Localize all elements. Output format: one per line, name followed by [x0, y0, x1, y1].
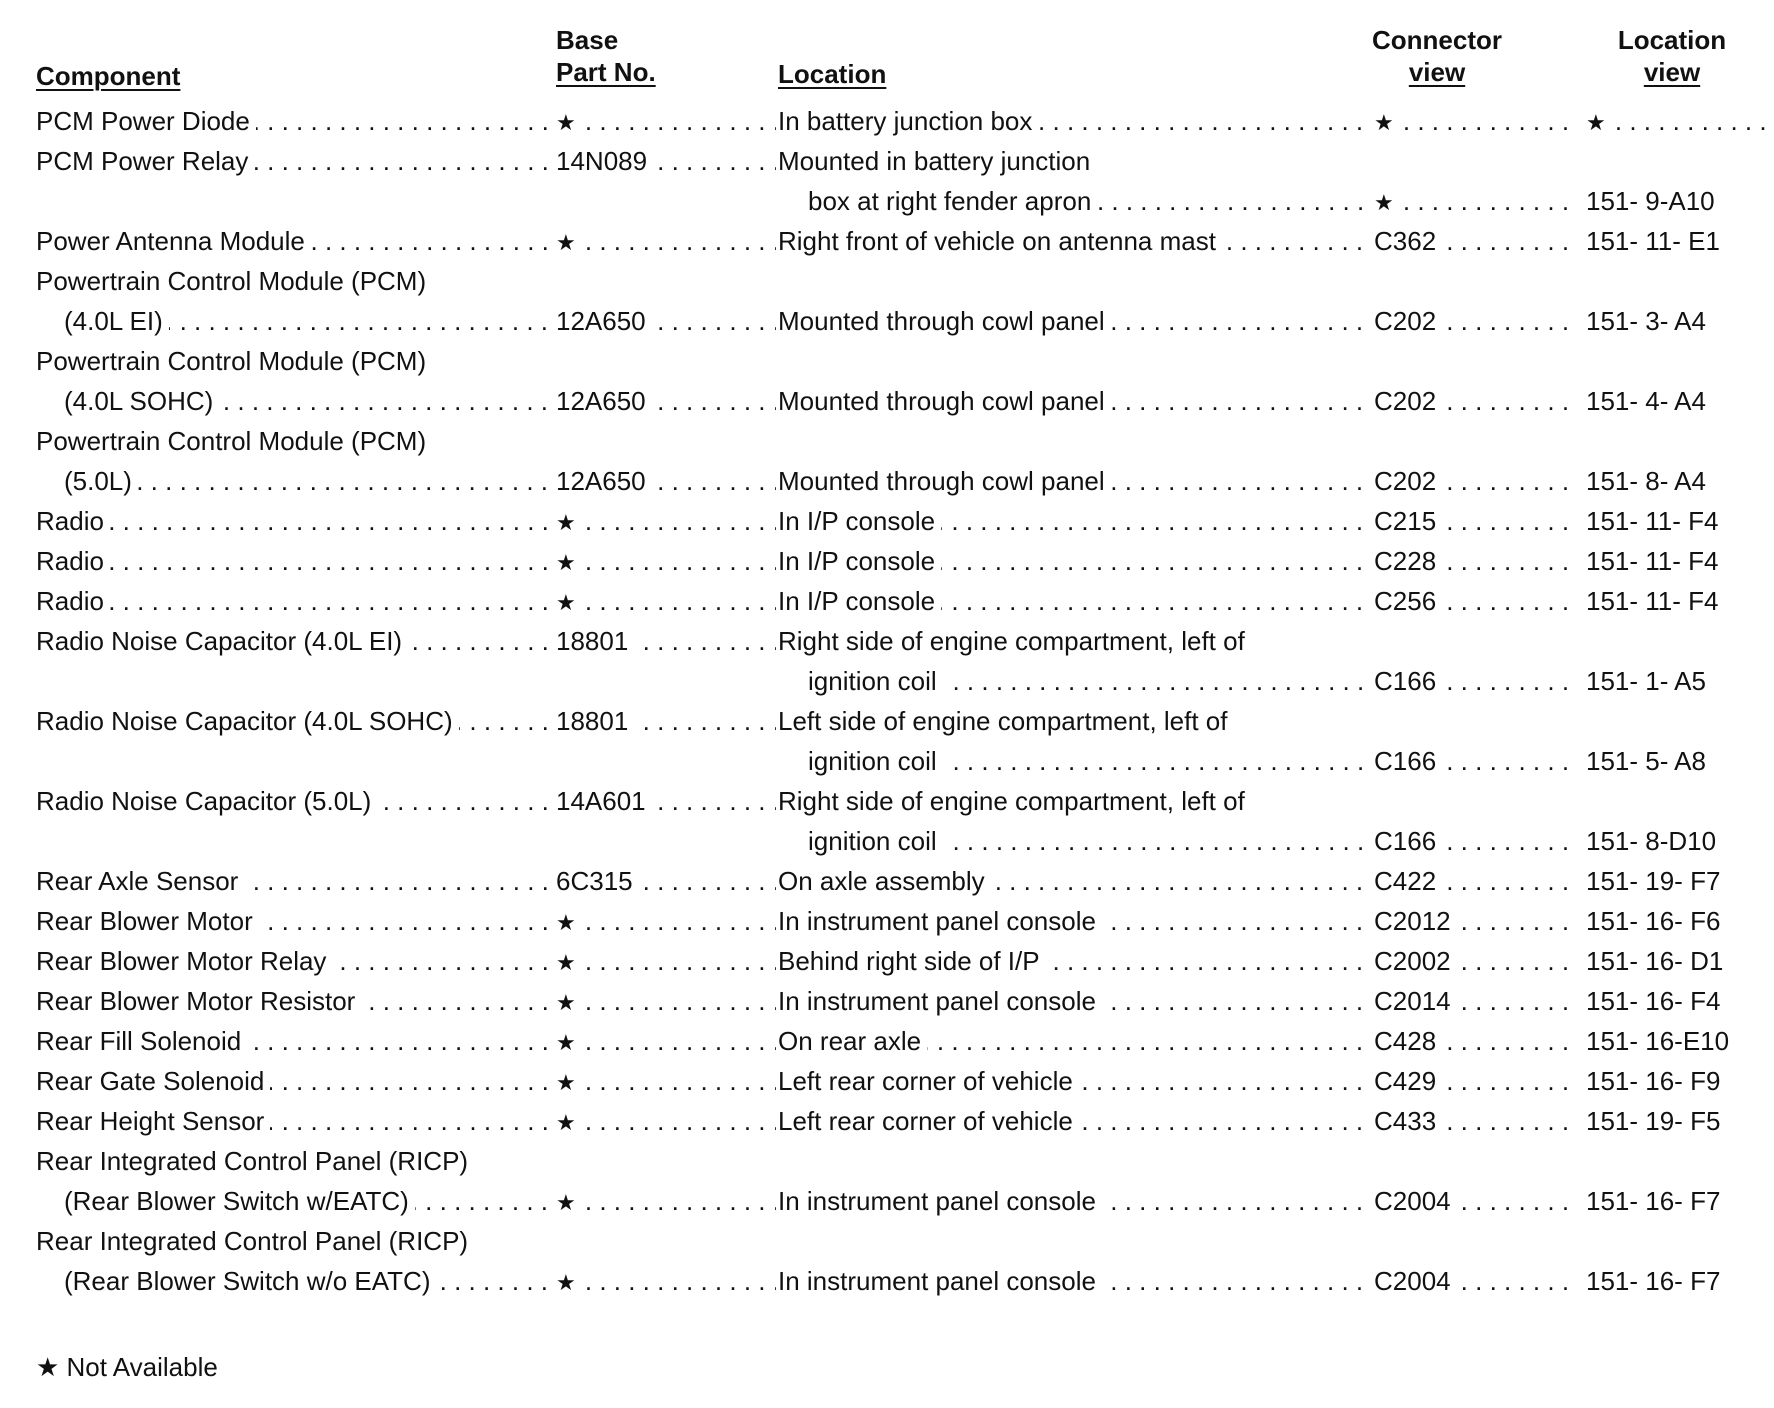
cell-location: [778, 541, 1362, 581]
cell-base-part-text: ★: [556, 1030, 582, 1055]
cell-location-view: [1586, 1101, 1766, 1141]
cell-component-text: Radio Noise Capacitor (4.0L SOHC): [36, 706, 459, 736]
cell-location-view: [1586, 901, 1766, 941]
cell-component: [36, 1101, 550, 1141]
cell-location-view: [1586, 941, 1766, 981]
cell-base-part-text: ★: [556, 590, 582, 615]
cell-location-text: In battery junction box: [778, 106, 1038, 136]
cell-base-part: [556, 141, 776, 181]
cell-connector-view: [1374, 181, 1570, 221]
table-row: [0, 901, 1774, 941]
cell-location: [778, 701, 1362, 741]
table-row: [0, 981, 1774, 1021]
cell-location-text: Mounted in battery junction: [778, 146, 1096, 176]
table-row: [0, 1021, 1774, 1061]
cell-base-part-text: ★: [556, 510, 582, 535]
table-row: [0, 181, 1774, 221]
cell-connector-view-text: C256: [1374, 586, 1442, 616]
cell-base-part-text: 12A650: [556, 466, 652, 496]
cell-component-text: Powertrain Control Module (PCM): [36, 266, 432, 296]
cell-location-text: Left rear corner of vehicle: [778, 1106, 1079, 1136]
cell-location-view: [1586, 461, 1766, 501]
cell-location-text: Behind right side of I/P: [778, 946, 1046, 976]
cell-location: [778, 301, 1362, 341]
cell-location-view-text: 151- 11- F4: [1586, 586, 1724, 616]
cell-component: [36, 901, 550, 941]
cell-base-part: [556, 1101, 776, 1141]
cell-location-view-text: 151- 16- F4: [1586, 986, 1726, 1016]
table-row: [0, 1101, 1774, 1141]
cell-location: [808, 741, 1362, 781]
cell-connector-view-text: C2012: [1374, 906, 1457, 936]
cell-base-part-text: 6C315: [556, 866, 639, 896]
cell-connector-view: [1374, 461, 1570, 501]
cell-connector-view-text: C202: [1374, 466, 1442, 496]
cell-component: [36, 981, 550, 1021]
cell-location: [778, 861, 1362, 901]
cell-component-text: PCM Power Relay: [36, 146, 254, 176]
cell-location-view: [1586, 1061, 1766, 1101]
header-component: [36, 60, 180, 92]
cell-base-part: [556, 781, 776, 821]
cell-base-part-text: ★: [556, 550, 582, 575]
cell-location-view-text: 151- 16- F7: [1586, 1266, 1726, 1296]
cell-location-text: ignition coil: [808, 826, 943, 856]
cell-location-text: Mounted through cowl panel: [778, 306, 1111, 336]
cell-base-part-text: 12A650: [556, 306, 652, 336]
cell-location-view-text: 151- 5- A8: [1586, 746, 1712, 776]
table-row: [0, 461, 1774, 501]
cell-location-view-text: 151- 11- E1: [1586, 226, 1726, 256]
cell-location-view: [1586, 181, 1766, 221]
table-row: [0, 581, 1774, 621]
table-row: [0, 741, 1774, 781]
cell-connector-view-text: C166: [1374, 826, 1442, 856]
table-row: [0, 141, 1774, 181]
cell-connector-view: [1374, 821, 1570, 861]
cell-connector-view: [1374, 1061, 1570, 1101]
cell-component-text: Rear Blower Motor Relay: [36, 946, 332, 976]
cell-component-text: Power Antenna Module: [36, 226, 311, 256]
cell-connector-view: [1374, 1261, 1570, 1301]
cell-location-view-text: 151- 16- F9: [1586, 1066, 1726, 1096]
cell-connector-view-text: C2004: [1374, 1186, 1457, 1216]
cell-component: [36, 1021, 550, 1061]
table-row: [0, 821, 1774, 861]
cell-location-text: In instrument panel console: [778, 906, 1102, 936]
cell-base-part: [556, 501, 776, 541]
cell-location-view-text: 151- 19- F7: [1586, 866, 1726, 896]
cell-component-text: Rear Blower Motor Resistor: [36, 986, 361, 1016]
cell-component: [36, 221, 550, 261]
cell-component-text: Rear Axle Sensor: [36, 866, 244, 896]
cell-location-view: [1586, 741, 1766, 781]
cell-location-text: ignition coil: [808, 666, 943, 696]
cell-component: [36, 941, 550, 981]
cell-base-part: [556, 861, 776, 901]
cell-location-text: box at right fender apron: [808, 186, 1097, 216]
cell-component-text: Radio Noise Capacitor (4.0L EI): [36, 626, 408, 656]
table-row: [0, 1221, 1774, 1261]
cell-connector-view-text: C215: [1374, 506, 1442, 536]
cell-connector-view: [1374, 541, 1570, 581]
cell-component: [36, 701, 550, 741]
cell-location-text: In instrument panel console: [778, 1186, 1102, 1216]
cell-location: [778, 1021, 1362, 1061]
cell-connector-view: [1374, 501, 1570, 541]
table-row: [0, 1261, 1774, 1301]
table-row: [0, 1061, 1774, 1101]
cell-location-view-text: 151- 16- F6: [1586, 906, 1726, 936]
cell-component-text: Powertrain Control Module (PCM): [36, 426, 432, 456]
cell-base-part: [556, 301, 776, 341]
cell-location-view: [1586, 1261, 1766, 1301]
footnote: ★ Not Available: [36, 1352, 218, 1382]
table-row: [0, 621, 1774, 661]
cell-component: [36, 861, 550, 901]
cell-location-text: Left side of engine compartment, left of: [778, 706, 1233, 736]
cell-component: [36, 1221, 550, 1261]
cell-base-part-text: 12A650: [556, 386, 652, 416]
cell-location: [778, 141, 1362, 181]
cell-connector-view: [1374, 981, 1570, 1021]
table-row: [0, 661, 1774, 701]
cell-component-text: Rear Blower Motor: [36, 906, 259, 936]
table-row: [0, 301, 1774, 341]
cell-component-text: Rear Gate Solenoid: [36, 1066, 270, 1096]
cell-location-view: [1586, 861, 1766, 901]
cell-base-part: [556, 541, 776, 581]
cell-connector-view: [1374, 901, 1570, 941]
cell-component-text: Rear Fill Solenoid: [36, 1026, 247, 1056]
cell-component: [36, 501, 550, 541]
cell-base-part-text: ★: [556, 110, 582, 135]
cell-location-text: Left rear corner of vehicle: [778, 1066, 1079, 1096]
cell-component-text: Rear Height Sensor: [36, 1106, 270, 1136]
header-connector-view: [1362, 24, 1512, 88]
cell-location-text: ignition coil: [808, 746, 943, 776]
cell-component-text: PCM Power Diode: [36, 106, 256, 136]
cell-connector-view: [1374, 381, 1570, 421]
header-location-view: [1602, 24, 1742, 88]
cell-component: [36, 1141, 550, 1181]
cell-location-view: [1586, 981, 1766, 1021]
cell-component-text: (Rear Blower Switch w/o EATC): [64, 1266, 437, 1296]
cell-location-view-text: 151- 19- F5: [1586, 1106, 1726, 1136]
cell-location-view-text: 151- 8-D10: [1586, 826, 1722, 856]
cell-location-view-text: 151- 8- A4: [1586, 466, 1712, 496]
cell-component-text: Rear Integrated Control Panel (RICP): [36, 1226, 474, 1256]
cell-connector-view: [1374, 861, 1570, 901]
cell-location-view-text: 151- 9-A10: [1586, 186, 1721, 216]
cell-location: [778, 1061, 1362, 1101]
cell-base-part-text: ★: [556, 990, 582, 1015]
table-row: [0, 221, 1774, 261]
table-row: [0, 421, 1774, 461]
cell-connector-view-text: C2014: [1374, 986, 1457, 1016]
cell-location-view-text: 151- 16-E10: [1586, 1026, 1735, 1056]
table-row: [0, 101, 1774, 141]
header-component-label: Component: [36, 61, 181, 91]
cell-location-text: In I/P console: [778, 586, 941, 616]
table-row: [0, 261, 1774, 301]
header-connector-line1: Connector: [1372, 25, 1502, 55]
cell-location: [778, 1181, 1362, 1221]
cell-location-view: [1586, 581, 1766, 621]
cell-connector-view-text: C202: [1374, 306, 1442, 336]
cell-location: [778, 981, 1362, 1021]
cell-base-part: [556, 981, 776, 1021]
cell-component-text: Rear Integrated Control Panel (RICP): [36, 1146, 474, 1176]
cell-location: [778, 1261, 1362, 1301]
cell-component: [64, 461, 550, 501]
header-locview-line1: Location: [1617, 25, 1727, 55]
cell-location-text: In I/P console: [778, 506, 941, 536]
cell-connector-view-text: ★: [1374, 110, 1400, 135]
cell-base-part: [556, 101, 776, 141]
cell-location-view-text: 151- 11- F4: [1586, 506, 1724, 536]
cell-location: [778, 221, 1362, 261]
cell-component: [36, 101, 550, 141]
cell-location: [778, 1101, 1362, 1141]
cell-component: [36, 1061, 550, 1101]
cell-base-part-text: 18801: [556, 626, 634, 656]
cell-connector-view-text: C2004: [1374, 1266, 1457, 1296]
cell-base-part: [556, 1061, 776, 1101]
cell-connector-view-text: C433: [1374, 1106, 1442, 1136]
header-locview-line2: view: [1643, 57, 1701, 87]
cell-connector-view: [1374, 221, 1570, 261]
cell-location-text: Right front of vehicle on antenna mast: [778, 226, 1222, 256]
cell-component: [36, 781, 550, 821]
header-location: [778, 58, 886, 90]
cell-component: [36, 581, 550, 621]
cell-base-part-text: ★: [556, 950, 582, 975]
cell-location: [808, 821, 1362, 861]
cell-component-text: Radio: [36, 586, 110, 616]
cell-location: [778, 381, 1362, 421]
cell-component: [36, 341, 550, 381]
cell-component-text: Radio Noise Capacitor (5.0L): [36, 786, 377, 816]
cell-location-view: [1586, 301, 1766, 341]
cell-base-part-text: 14A601: [556, 786, 652, 816]
cell-component: [36, 141, 550, 181]
cell-base-part-text: 18801: [556, 706, 634, 736]
cell-component-text: (5.0L): [64, 466, 138, 496]
cell-location-view: [1586, 821, 1766, 861]
cell-connector-view-text: C422: [1374, 866, 1442, 896]
cell-base-part-text: ★: [556, 1270, 582, 1295]
cell-location-view: [1586, 221, 1766, 261]
cell-connector-view-text: C2002: [1374, 946, 1457, 976]
cell-location: [808, 181, 1362, 221]
cell-base-part-text: ★: [556, 1190, 582, 1215]
cell-connector-view: [1374, 661, 1570, 701]
cell-component: [64, 1181, 550, 1221]
cell-location-text: In instrument panel console: [778, 986, 1102, 1016]
cell-component: [36, 261, 550, 301]
cell-location: [778, 461, 1362, 501]
cell-location-view: [1586, 381, 1766, 421]
cell-connector-view: [1374, 1101, 1570, 1141]
cell-base-part: [556, 941, 776, 981]
table-row: [0, 381, 1774, 421]
cell-location-view-text: 151- 3- A4: [1586, 306, 1712, 336]
cell-location-text: On rear axle: [778, 1026, 927, 1056]
cell-base-part: [556, 1021, 776, 1061]
cell-component-text: (4.0L EI): [64, 306, 169, 336]
cell-base-part-text: ★: [556, 1070, 582, 1095]
cell-location: [778, 501, 1362, 541]
cell-location-view: [1586, 501, 1766, 541]
cell-location: [778, 901, 1362, 941]
cell-location-view-text: 151- 1- A5: [1586, 666, 1712, 696]
table-row: [0, 701, 1774, 741]
cell-component: [36, 421, 550, 461]
cell-connector-view-text: C429: [1374, 1066, 1442, 1096]
cell-base-part-text: ★: [556, 1110, 582, 1135]
cell-base-part: [556, 221, 776, 261]
cell-location-text: In instrument panel console: [778, 1266, 1102, 1296]
cell-component: [64, 301, 550, 341]
table-row: [0, 501, 1774, 541]
cell-location: [778, 101, 1362, 141]
cell-location: [778, 621, 1362, 661]
cell-component: [64, 1261, 550, 1301]
cell-location-text: Mounted through cowl panel: [778, 466, 1111, 496]
cell-location-text: Mounted through cowl panel: [778, 386, 1111, 416]
table-row: [0, 781, 1774, 821]
cell-location-view-text: 151- 16- D1: [1586, 946, 1729, 976]
cell-connector-view-text: C202: [1374, 386, 1442, 416]
table-row: [0, 541, 1774, 581]
cell-component: [36, 541, 550, 581]
cell-location-text: Right side of engine compartment, left of: [778, 786, 1251, 816]
cell-base-part-text: ★: [556, 910, 582, 935]
cell-location-view-text: 151- 4- A4: [1586, 386, 1712, 416]
cell-connector-view: [1374, 301, 1570, 341]
cell-base-part-text: 14N089: [556, 146, 653, 176]
cell-connector-view: [1374, 941, 1570, 981]
cell-location-view-text: 151- 16- F7: [1586, 1186, 1726, 1216]
cell-location-view-text: ★: [1586, 110, 1612, 135]
cell-connector-view-text: C362: [1374, 226, 1442, 256]
table-row: [0, 1181, 1774, 1221]
cell-base-part: [556, 461, 776, 501]
table-row: [0, 941, 1774, 981]
cell-connector-view: [1374, 741, 1570, 781]
cell-location-text: Right side of engine compartment, left of: [778, 626, 1251, 656]
cell-location-view: [1586, 1181, 1766, 1221]
cell-base-part: [556, 1181, 776, 1221]
cell-component-text: (Rear Blower Switch w/EATC): [64, 1186, 415, 1216]
cell-component: [36, 621, 550, 661]
table-row: [0, 1141, 1774, 1181]
cell-location-view: [1586, 101, 1766, 141]
cell-component-text: Radio: [36, 546, 110, 576]
table-row: [0, 341, 1774, 381]
cell-location-text: In I/P console: [778, 546, 941, 576]
cell-location-view: [1586, 661, 1766, 701]
cell-connector-view: [1374, 581, 1570, 621]
cell-base-part: [556, 901, 776, 941]
cell-connector-view-text: C166: [1374, 746, 1442, 776]
cell-location-view: [1586, 1021, 1766, 1061]
cell-connector-view-text: ★: [1374, 190, 1400, 215]
header-base-line2: Part No.: [556, 57, 656, 87]
cell-base-part-text: ★: [556, 230, 582, 255]
cell-connector-view: [1374, 101, 1570, 141]
cell-component: [64, 381, 550, 421]
cell-connector-view: [1374, 1021, 1570, 1061]
header-connector-line2: view: [1408, 57, 1466, 87]
cell-location: [808, 661, 1362, 701]
cell-location: [778, 581, 1362, 621]
cell-component-text: (4.0L SOHC): [64, 386, 219, 416]
cell-location-text: On axle assembly: [778, 866, 991, 896]
cell-component-text: Radio: [36, 506, 110, 536]
cell-component-text: Powertrain Control Module (PCM): [36, 346, 432, 376]
cell-base-part: [556, 621, 776, 661]
table-row: [0, 861, 1774, 901]
header-base-line1: Base: [556, 25, 619, 55]
cell-connector-view-text: C428: [1374, 1026, 1442, 1056]
cell-location-view: [1586, 541, 1766, 581]
cell-connector-view: [1374, 1181, 1570, 1221]
cell-location: [778, 941, 1362, 981]
cell-base-part: [556, 581, 776, 621]
cell-base-part: [556, 381, 776, 421]
cell-location-view-text: 151- 11- F4: [1586, 546, 1724, 576]
cell-connector-view-text: C166: [1374, 666, 1442, 696]
header-base-part: [556, 24, 656, 88]
cell-base-part: [556, 1261, 776, 1301]
cell-location: [778, 781, 1362, 821]
cell-connector-view-text: C228: [1374, 546, 1442, 576]
header-location-label: Location: [778, 59, 887, 89]
cell-base-part: [556, 701, 776, 741]
